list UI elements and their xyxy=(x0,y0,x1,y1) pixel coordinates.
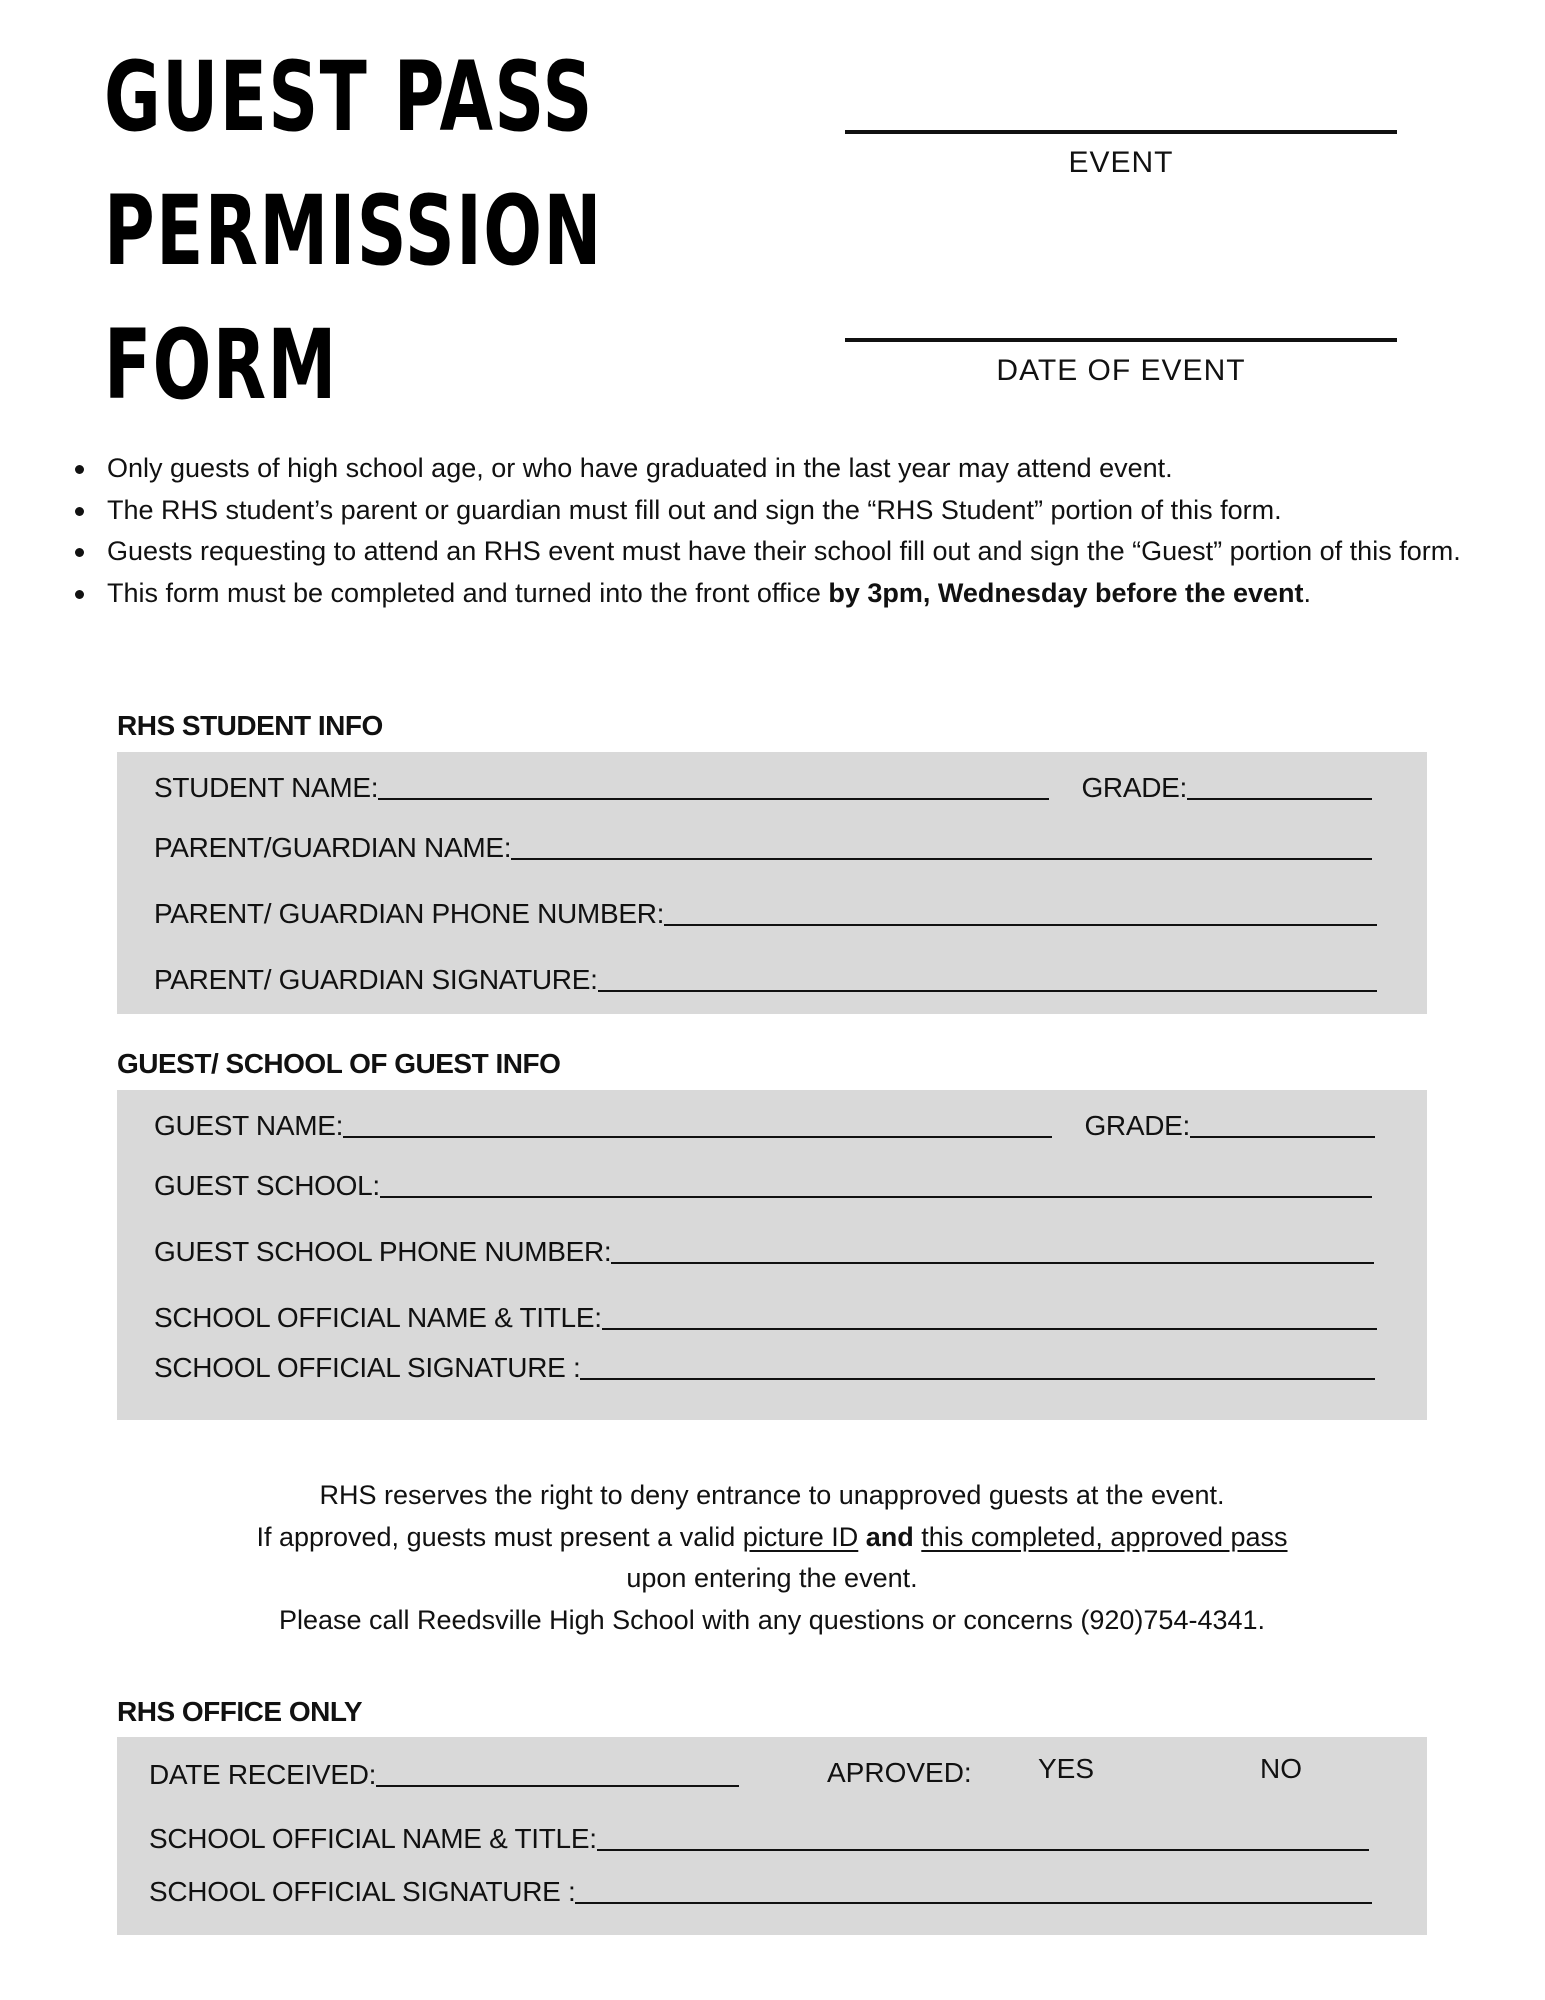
guest-school-row xyxy=(154,1166,1372,1202)
guest-school-field[interactable] xyxy=(380,1170,1372,1198)
guest-school-phone-row xyxy=(154,1232,1374,1268)
guest-official-signature-label: SCHOOL OFFICIAL SIGNATURE : xyxy=(154,1352,581,1383)
guest-name-label: GUEST NAME: xyxy=(154,1110,344,1141)
guest-school-phone-field[interactable] xyxy=(611,1236,1374,1264)
bullet-icon xyxy=(75,507,84,516)
guest-official-signature-field[interactable] xyxy=(580,1352,1375,1380)
guest-grade-label: GRADE: xyxy=(1084,1110,1190,1141)
guest-grade-field[interactable] xyxy=(1190,1110,1375,1138)
parent-name-label: PARENT/GUARDIAN NAME: xyxy=(154,832,512,863)
student-section-heading: RHS STUDENT INFO xyxy=(117,710,383,741)
picture-id-text: picture ID xyxy=(742,1521,859,1552)
notice-line-2: If approved, guests must present a valid picture ID and this completed, approved pass xyxy=(256,1521,1288,1552)
parent-signature-label: PARENT/ GUARDIAN SIGNATURE: xyxy=(154,964,598,995)
parent-signature-field[interactable] xyxy=(598,964,1377,992)
date-of-event-field[interactable] xyxy=(845,338,1397,388)
guest-official-signature-row xyxy=(154,1348,1375,1384)
office-official-name-field[interactable] xyxy=(597,1823,1369,1851)
student-info-panel xyxy=(117,752,1427,1014)
approved-label: APROVED: xyxy=(827,1757,972,1788)
bullet-icon xyxy=(75,590,84,599)
office-official-name-label: SCHOOL OFFICIAL NAME & TITLE: xyxy=(149,1823,597,1854)
guest-name-field[interactable] xyxy=(343,1110,1052,1138)
date-received-row xyxy=(149,1755,739,1791)
student-grade-label: GRADE: xyxy=(1081,772,1187,803)
instruction-item: This form must be completed and turned into the front office by 3pm, Wednesday before the event. xyxy=(75,573,1495,615)
event-field[interactable] xyxy=(845,130,1397,180)
guest-school-label: GUEST SCHOOL: xyxy=(154,1170,380,1201)
office-section-heading: RHS OFFICE ONLY xyxy=(117,1696,363,1727)
guest-info-panel xyxy=(117,1090,1427,1420)
form-title-line-1: GUEST PASS xyxy=(104,41,594,153)
notice-line-4: Please call Reedsville High School with any questions or concerns (920)754-4341. xyxy=(278,1604,1266,1635)
parent-name-row xyxy=(154,828,1372,864)
student-name-field[interactable] xyxy=(378,772,1049,800)
notice-line-1: RHS reserves the right to deny entrance to unapproved guests at the event. xyxy=(319,1480,1225,1510)
student-name-row xyxy=(154,768,1372,804)
parent-phone-label: PARENT/ GUARDIAN PHONE NUMBER: xyxy=(154,898,665,929)
instruction-item: Guests requesting to attend an RHS event must have their school fill out and sign the “Guest” portion of this form. xyxy=(75,531,1495,573)
parent-phone-field[interactable] xyxy=(664,898,1377,926)
instructions-list xyxy=(75,448,1495,614)
form-title xyxy=(104,30,603,432)
event-label: EVENT xyxy=(1068,146,1174,179)
instruction-item: The RHS student’s parent or guardian must fill out and sign the “RHS Student” portion of this form. xyxy=(75,490,1495,532)
guest-official-name-label: SCHOOL OFFICIAL NAME & TITLE: xyxy=(154,1302,602,1333)
deadline-text: by 3pm, Wednesday before the event xyxy=(828,577,1304,608)
approved-no-option[interactable]: NO xyxy=(1260,1753,1302,1784)
office-official-signature-label: SCHOOL OFFICIAL SIGNATURE : xyxy=(149,1876,576,1907)
student-name-label: STUDENT NAME: xyxy=(154,772,379,803)
student-grade-field[interactable] xyxy=(1187,772,1372,800)
office-official-name-row xyxy=(149,1819,1369,1855)
date-received-field[interactable] xyxy=(376,1759,739,1787)
instruction-item: Only guests of high school age, or who have graduated in the last year may attend event. xyxy=(75,448,1495,490)
event-line[interactable] xyxy=(845,130,1397,134)
office-panel xyxy=(117,1737,1427,1935)
form-title-line-2: PERMISSION xyxy=(104,175,603,287)
office-official-signature-row xyxy=(149,1872,1372,1908)
guest-section-heading: GUEST/ SCHOOL OF GUEST INFO xyxy=(117,1048,561,1079)
parent-name-field[interactable] xyxy=(511,832,1372,860)
office-official-signature-field[interactable] xyxy=(575,1876,1372,1904)
date-of-event-line[interactable] xyxy=(845,338,1397,342)
approved-yes-option[interactable]: YES xyxy=(1038,1753,1095,1784)
date-received-label: DATE RECEIVED: xyxy=(149,1759,377,1790)
bullet-icon xyxy=(75,548,84,557)
parent-phone-row xyxy=(154,894,1377,930)
guest-school-phone-label: GUEST SCHOOL PHONE NUMBER: xyxy=(154,1236,612,1267)
form-title-line-3: FORM xyxy=(104,309,338,421)
guest-official-name-field[interactable] xyxy=(602,1302,1377,1330)
guest-name-row xyxy=(154,1106,1375,1142)
parent-signature-row xyxy=(154,960,1377,996)
guest-official-name-row xyxy=(154,1298,1377,1334)
bullet-icon xyxy=(75,465,84,474)
notice-text xyxy=(117,1475,1427,1641)
notice-line-3: upon entering the event. xyxy=(626,1563,918,1593)
approved-pass-text: this completed, approved pass xyxy=(921,1521,1288,1552)
date-of-event-label: DATE OF EVENT xyxy=(996,354,1246,387)
